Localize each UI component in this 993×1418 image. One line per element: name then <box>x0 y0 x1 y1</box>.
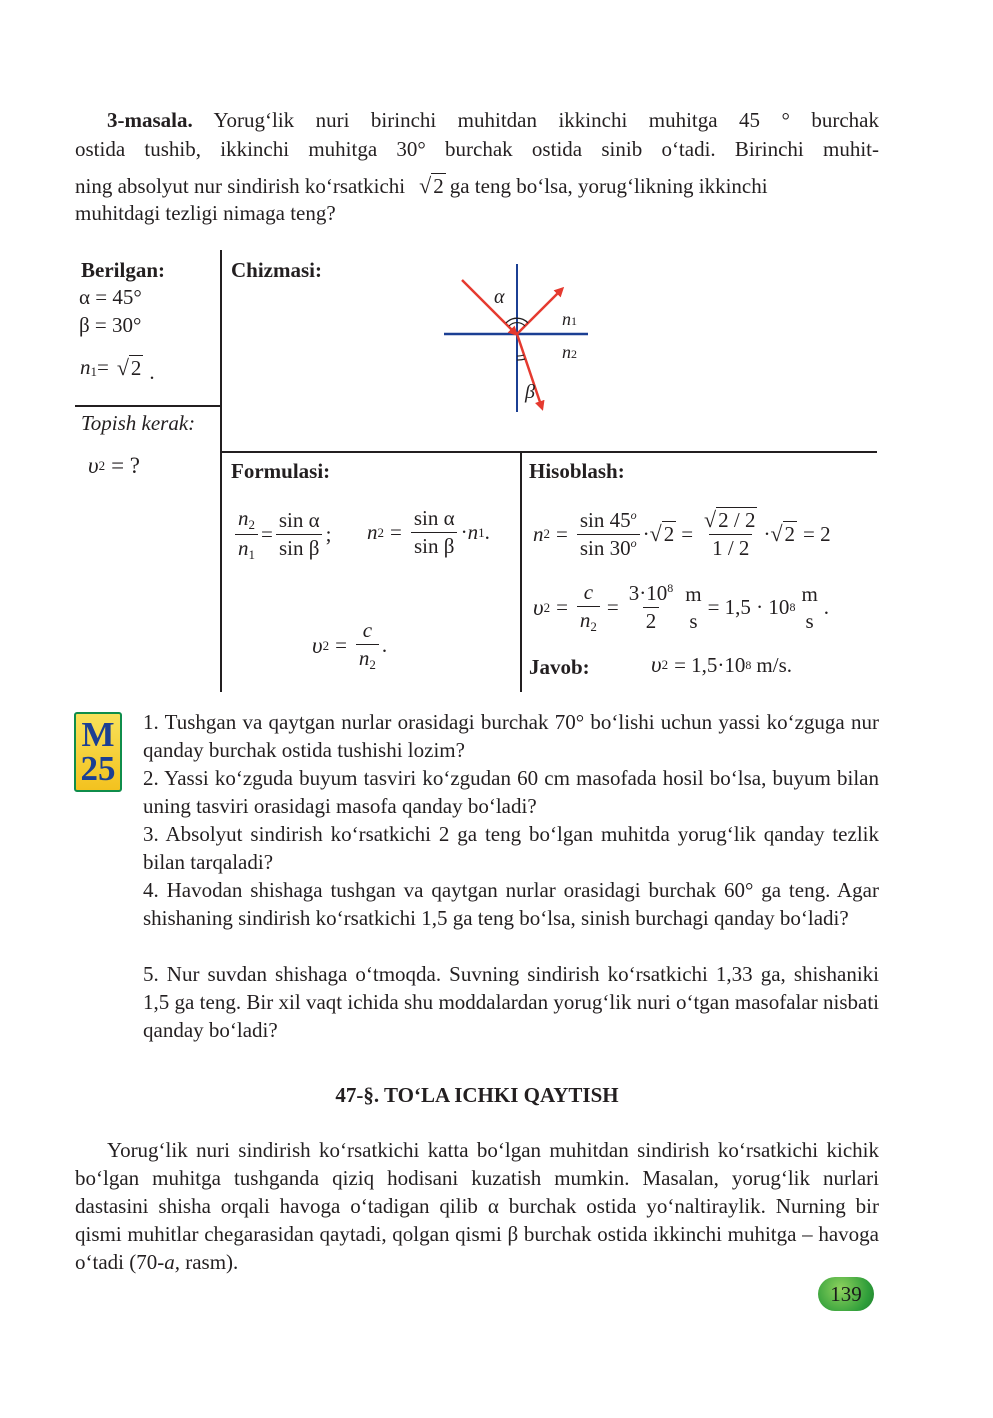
section-title: 47-§. TO‘LA ICHKI QAYTISH <box>335 1083 619 1107</box>
given-beta: β = 30° <box>79 313 142 337</box>
answer-label: Javob: <box>529 655 590 679</box>
calc-n2: n 2 = $\frac{\sin 45^o}{\sin 30^o}$ · √ 2 = √ 2 / 2 1 / 2 · √ 2 = 2 <box>533 507 831 560</box>
section-body: Yorug‘lik nuri sindirish ko‘rsatkichi katta bo‘lgan muhitdan sindirish ko‘rsatkichi kichik bo‘lgan muhitga tushganda qiziq hodisani kuzatish mumkin. Masalan, yorug‘lik nurlari dastasini shisha orqali havoga o‘tadigan qilib α burchak ostida yo‘naltiraylik. Nurning bir qismi muhitlar chegarasidan qaytadi, qolgan qismi β burchak ostida ikkinchi muhitga – havoga o‘tadi (70-a, rasm). <box>75 1138 879 1274</box>
badge-number: 25 <box>80 749 116 788</box>
formula-n2: n 2 = $\frac{\text{sin α}}{\text{sin β}}$ · n 1 . <box>367 506 490 558</box>
reflected-ray <box>517 289 562 334</box>
badge-letter: M <box>81 715 115 754</box>
refraction-diagram <box>440 262 590 414</box>
calc-header: Hisoblash: <box>529 459 625 483</box>
formula-speed: υ 2 = $\frac{c}{n_2}$ . <box>312 618 388 672</box>
formulas-header: Formulasi: <box>231 459 331 483</box>
problem-text-3b: ga teng bo‘lsa, yorug‘likning ikkinchi <box>449 173 768 198</box>
answer-value: υ 2 = 1,5·10 8 m/s. <box>651 652 792 677</box>
diagram-n1-label: n1 <box>562 309 577 329</box>
given-n1-sqrt: √ 2 <box>116 354 142 380</box>
given-divider <box>75 405 220 407</box>
find-header: Topish kerak: <box>81 411 196 435</box>
table-vertical-rule <box>220 250 222 692</box>
formula-snell-ratio: $\frac{n_2}{n_1}$ = $\frac{\text{sin α}}{\text{sin β}}$ ; <box>232 506 331 563</box>
page-number: 139 <box>818 1277 874 1311</box>
diagram-alpha-label: α <box>494 286 505 308</box>
drawing-header: Chizmasi: <box>231 258 322 282</box>
diagram-beta-label: β <box>525 381 535 403</box>
task-item-5: 5. Nur suvdan shishaga o‘tmoqda. Suvning sindirish ko‘rsatkichi 1,33 ga, shishaniki 1,5 ga teng. Bir xil vaqt ichida shu moddalardan yorug‘lik nuri o‘tgan masofalar nisbati qanday bo‘ladi? <box>143 962 879 1042</box>
exercise-badge <box>74 712 122 792</box>
problem-line-1 <box>75 108 879 133</box>
table-vertical-rule-2 <box>520 452 522 692</box>
task-item-1: 1. Tushgan va qaytgan nurlar orasidagi burchak 70° bo‘lishi uchun yassi ko‘zguga nur qanday burchak ostida tushishi lozim? <box>143 710 879 762</box>
sqrt-two: √ 2 <box>419 173 444 198</box>
given-header: Berilgan: <box>81 258 165 282</box>
diagram-n2-label: n2 <box>562 342 577 362</box>
given-alpha: α = 45° <box>79 285 142 309</box>
problem-text-1: Yorug‘lik nuri birinchi muhitdan ikkinchi muhitga 45 ° burchak <box>213 108 879 132</box>
task-item-2: 2. Yassi ko‘zguda buyum tasviri ko‘zgudan 60 cm masofada hosil bo‘lsa, buyum bilan uning tasviri orasidagi masofa qanday bo‘ladi? <box>143 766 879 818</box>
beta-arc <box>517 359 525 360</box>
beta-arc-inner <box>517 355 524 356</box>
incident-ray <box>462 280 516 334</box>
problem-line-3 <box>75 173 879 199</box>
table-horizontal-rule <box>220 451 877 453</box>
given-n1: n 1 = √ 2 . <box>80 354 155 384</box>
problem-line-4: muhitdagi tezligi nimaga teng? <box>75 201 336 225</box>
problem-label: 3-masala. <box>107 108 193 132</box>
calc-speed: υ 2 = $\frac{c}{n_2}$ = $\frac{3\cdot 10^8}{2}$ m s = 1,5 · 10 8 m s . <box>533 580 830 634</box>
problem-text-3a: ning absolyut nur sindirish ko‘rsatkichi <box>75 173 406 198</box>
task-item-3: 3. Absolyut sindirish ko‘rsatkichi 2 ga teng bo‘lgan muhitda yorug‘lik qanday tezlik bilan tarqaladi? <box>143 822 879 874</box>
find-var: υ 2 = ? <box>88 453 140 478</box>
problem-line-2: ostida tushib, ikkinchi muhitga 30° burchak ostida sinib o‘tadi. Birinchi muhit- <box>75 137 879 161</box>
task-item-4: 4. Havodan shishaga tushgan va qaytgan nurlar orasidagi burchak 60° ga teng. Agar shishaning sindirish ko‘rsatkichi 1,5 ga teng bo‘lsa, sinish burchagi qanday bo‘ladi? <box>143 878 879 930</box>
